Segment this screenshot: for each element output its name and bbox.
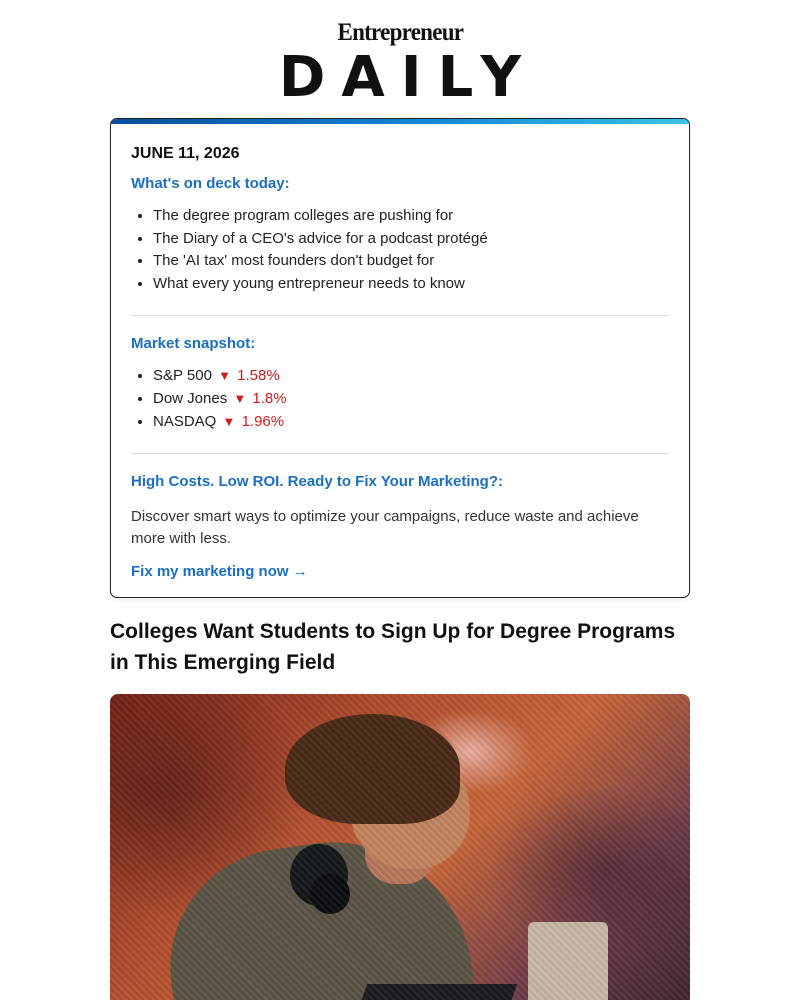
list-item: • What every young entrepreneur needs to know bbox=[153, 273, 669, 296]
newsletter-title: DAILY bbox=[278, 45, 538, 110]
market-item bbox=[153, 411, 669, 434]
list-item: • The 'AI tax' most founders don't budget for bbox=[153, 250, 669, 273]
issue-date: JUNE 11, 2026 bbox=[131, 145, 240, 162]
divider bbox=[131, 453, 669, 454]
market-item bbox=[153, 388, 669, 411]
masthead bbox=[0, 0, 800, 110]
market-item bbox=[153, 365, 669, 388]
market-change: 1.96% bbox=[241, 412, 285, 430]
fix-marketing-link[interactable]: Fix my marketing now → bbox=[131, 563, 308, 581]
market-name: Dow Jones bbox=[153, 389, 228, 407]
down-arrow-icon: ▼ bbox=[218, 368, 231, 384]
market-name: S&P 500 bbox=[153, 367, 212, 385]
article-headline[interactable]: Colleges Want Students to Sign Up for Degree Programs in This Emerging Field bbox=[110, 620, 676, 674]
market-heading: Market snapshot: bbox=[131, 335, 256, 353]
summary-card bbox=[110, 118, 690, 598]
image-texture bbox=[110, 694, 690, 1000]
market-list bbox=[131, 365, 669, 433]
deck-heading: What's on deck today: bbox=[131, 175, 290, 192]
divider bbox=[131, 315, 669, 316]
promo-heading: High Costs. Low ROI. Ready to Fix Your Marketing?: bbox=[131, 473, 503, 491]
article-hero-image[interactable] bbox=[110, 694, 690, 1000]
promo-text: Discover smart ways to optimize your campaigns, reduce waste and achieve more with less. bbox=[131, 508, 639, 548]
down-arrow-icon: ▼ bbox=[222, 413, 236, 429]
down-arrow-icon: ▼ bbox=[233, 390, 247, 406]
market-change: 1.8% bbox=[252, 389, 287, 407]
list-item: • The degree program colleges are pushing for bbox=[153, 205, 669, 228]
deck-list bbox=[131, 205, 669, 295]
market-name: NASDAQ bbox=[153, 412, 217, 430]
brand-logo[interactable]: Entrepreneur bbox=[337, 19, 463, 46]
list-item: • The Diary of a CEO's advice for a podcast protégé bbox=[153, 228, 669, 251]
market-change: 1.58% bbox=[237, 367, 280, 385]
